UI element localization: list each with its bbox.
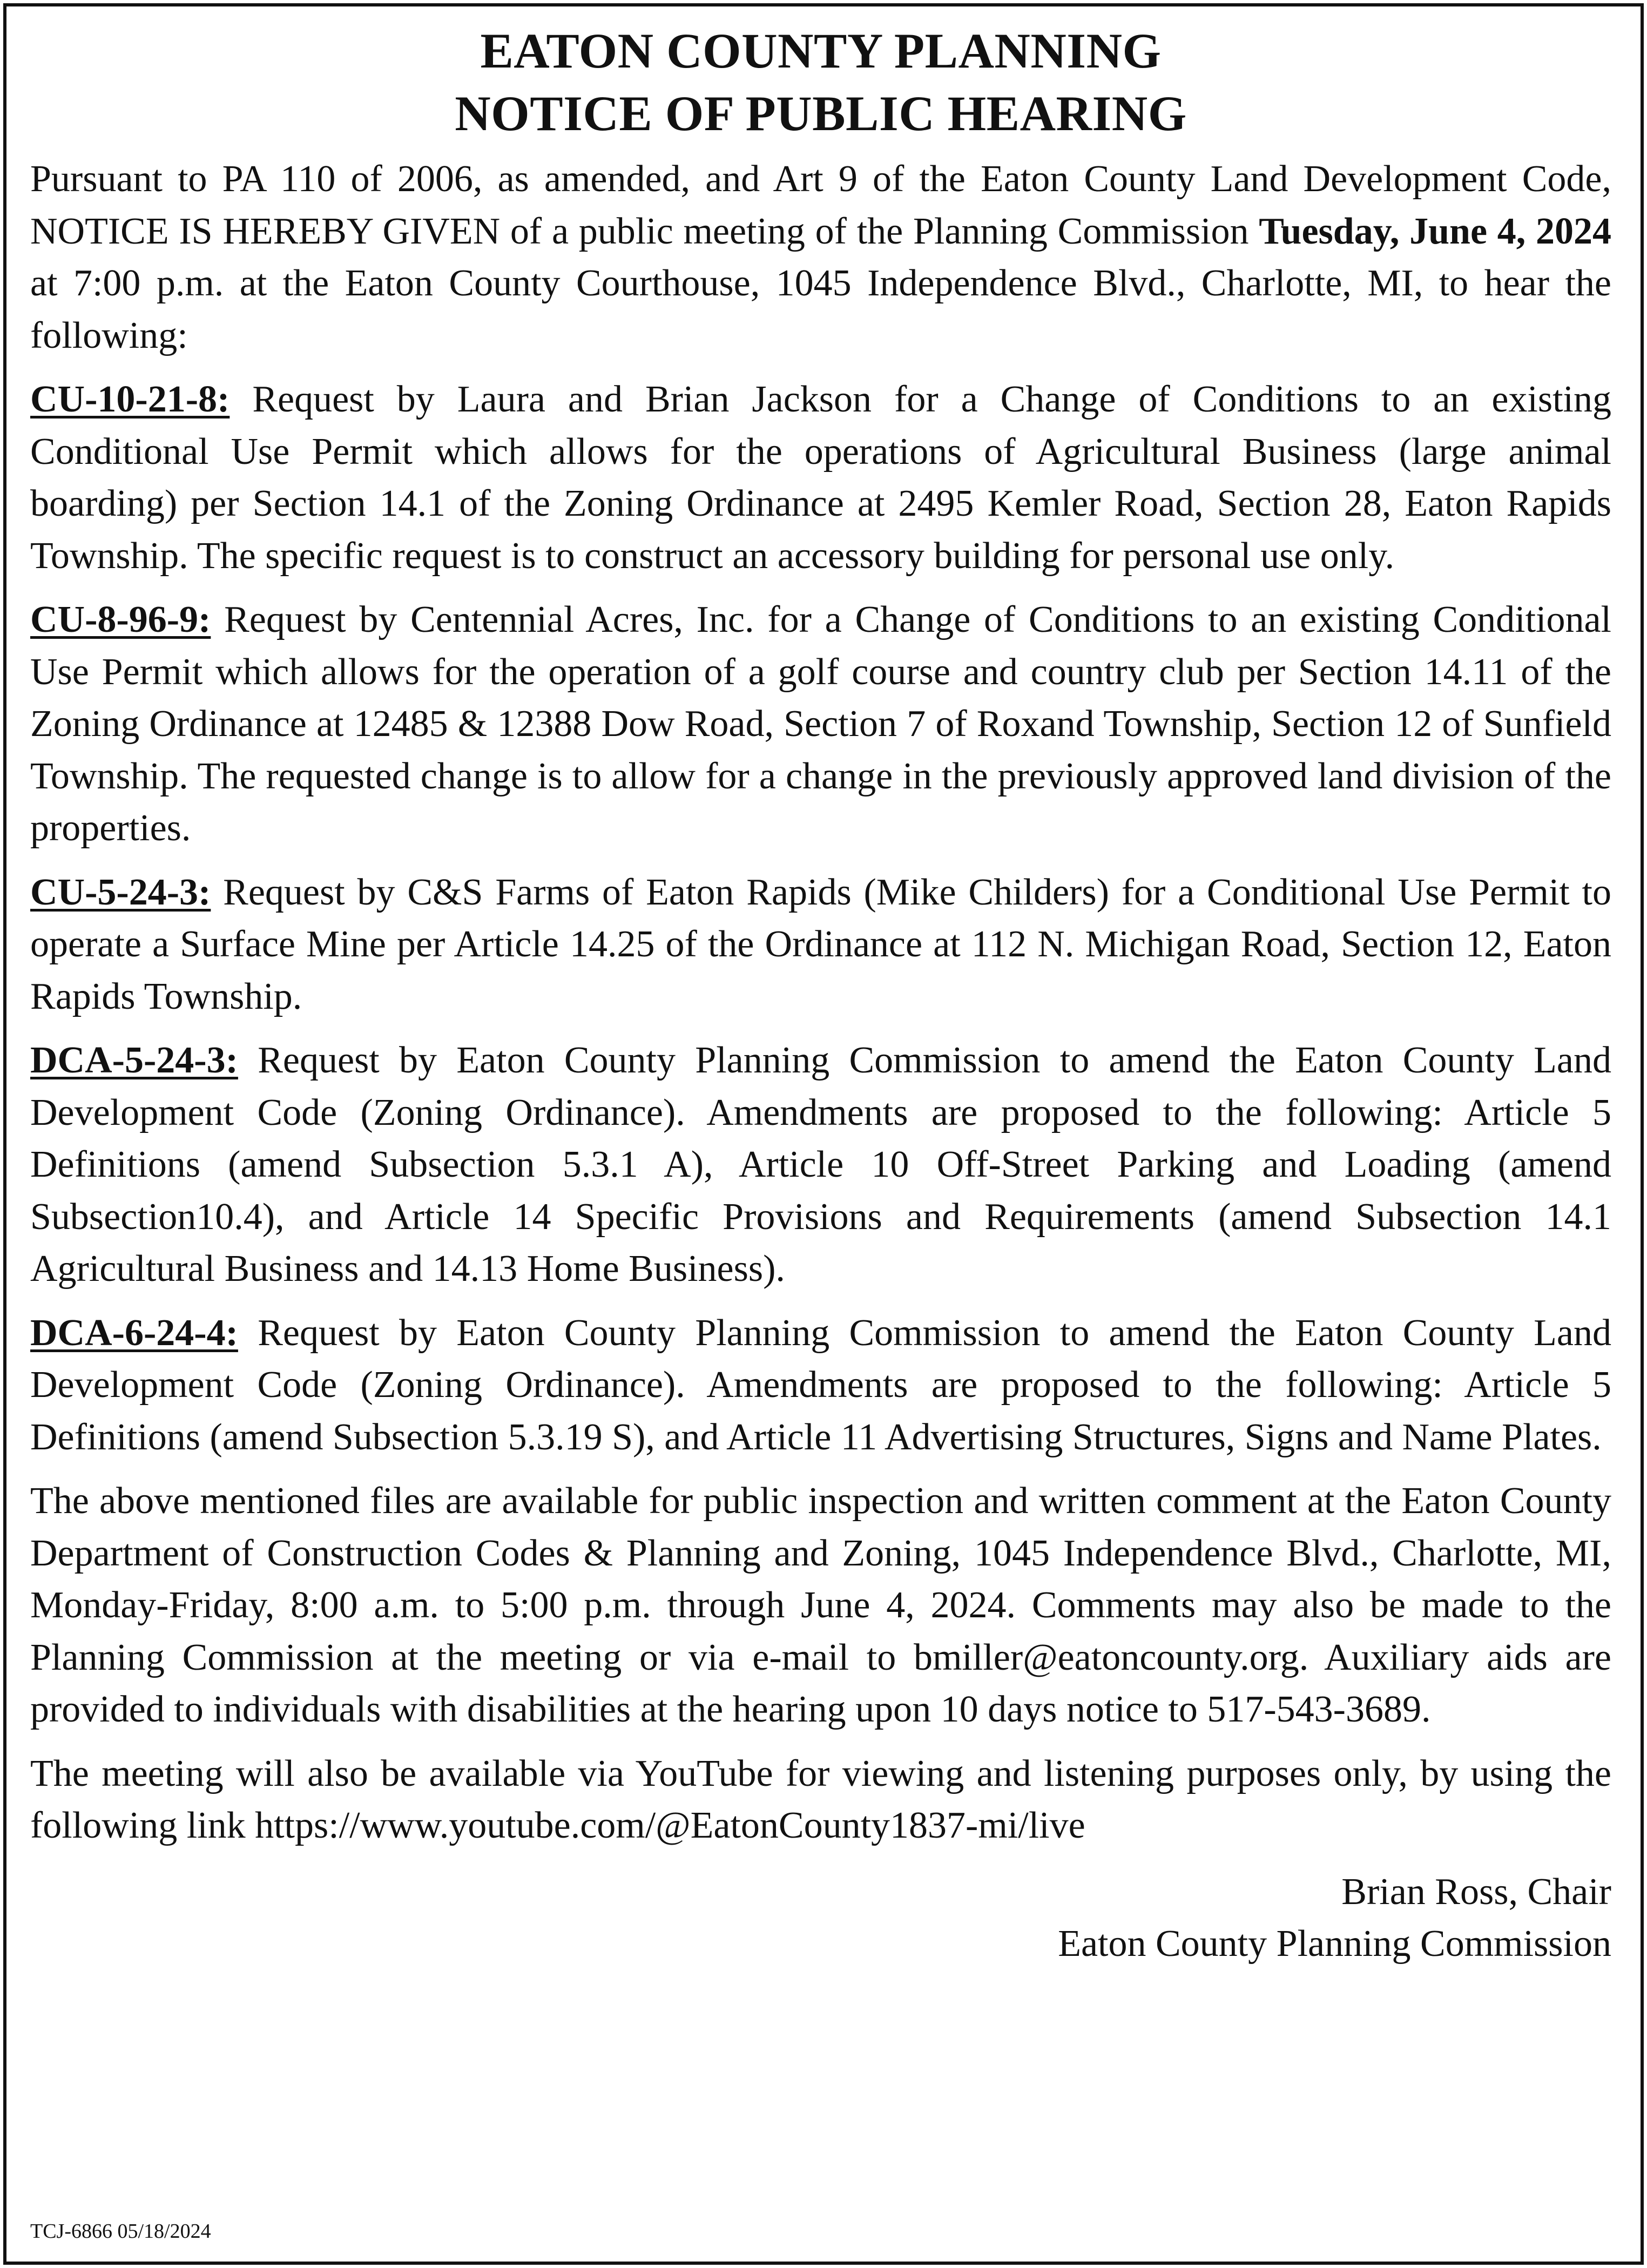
intro-text-before-date: Pursuant to PA 110 of 2006, as amended, and Art 9 of the Eaton County Land Development Code, NOTICE IS HEREBY GIVEN of a public meeting of the Planning Commission [30,158,1611,252]
notice-body [30,19,1611,2251]
hearing-date: Tuesday, June 4, 2024 [1259,210,1611,252]
intro-text-after-date: at 7:00 p.m. at the Eaton County Courthouse, 1045 Independence Blvd., Charlotte, MI, to hear the following: [30,262,1611,356]
signatory-name: Brian Ross, Chair [1341,1871,1611,1913]
case-id: CU-10-21-8: [30,379,230,420]
case-paragraph [30,1035,1611,1295]
signatory-organization: Eaton County Planning Commission [1058,1922,1611,1965]
case-paragraph [30,1307,1611,1464]
intro-paragraph [30,153,1611,362]
case-description: Request by Eaton County Planning Commission to amend the Eaton County Land Development Code (Zoning Ordinance). Amendments are proposed to the following: Article 5 Definitions (amend Subsection 5.3.19 S), and Article 11 Advertising Structures, Signs and Name Plates. [30,1312,1611,1458]
case-description: Request by C&S Farms of Eaton Rapids (Mike Childers) for a Conditional Use Permit to operate a Surface Mine per Article 14.25 of the Ordinance at 112 N. Michigan Road, Section 12, Eaton Rapids Township. [30,871,1611,1017]
publication-reference: TCJ-6866 05/18/2024 [30,2220,211,2243]
notice-title-line2: NOTICE OF PUBLIC HEARING [455,86,1187,141]
case-paragraph [30,867,1611,1023]
inspection-paragraph: The above mentioned files are available for public inspection and written comment at the Eaton County Department of Construction Codes & Planning and Zoning, 1045 Independence Blvd., Charlotte, MI, Monday-Friday, 8:00 a.m. to 5:00 p.m. through June 4, 2024. Comments may also be made to the Planning Commission at the meeting or via e-mail to bmiller@eatoncounty.org. Auxiliary aids are provided to individuals with disabilities at the hearing upon 10 days notice to 517-543-3689. [30,1480,1611,1730]
case-id: DCA-5-24-3: [30,1040,238,1081]
case-paragraph [30,594,1611,855]
notice-border [3,3,1644,2265]
youtube-paragraph: The meeting will also be available via YouTube for viewing and listening purposes only, by using the following link https://www.youtube.com/@EatonCounty1837-mi/live [30,1752,1611,1846]
case-id: CU-8-96-9: [30,599,211,640]
case-paragraph [30,374,1611,582]
case-description: Request by Laura and Brian Jackson for a Change of Conditions to an existing Conditional Use Permit which allows for the operations of Agricultural Business (large animal boarding) per Section 14.1 of the Zoning Ordinance at 2495 Kemler Road, Section 28, Eaton Rapids Township. The specific request is to construct an accessory building for personal use only. [30,379,1611,577]
case-description: Request by Centennial Acres, Inc. for a Change of Conditions to an existing Conditional Use Permit which allows for the operation of a golf course and country club per Section 14.11 of the Zoning Ordinance at 12485 & 12388 Dow Road, Section 7 of Roxand Township, Section 12 of Sunfield Township. The requested change is to allow for a change in the previously approved land division of the properties. [30,599,1611,849]
case-id: CU-5-24-3: [30,871,211,913]
case-id: DCA-6-24-4: [30,1312,238,1354]
notice-title-line1: EATON COUNTY PLANNING [480,23,1162,78]
signature-block [30,1866,1611,1970]
case-description: Request by Eaton County Planning Commission to amend the Eaton County Land Development Code (Zoning Ordinance). Amendments are proposed to the following: Article 5 Definitions (amend Subsection 5.3.1 A), Article 10 Off-Street Parking and Loading (amend Subsection10.4), and Article 14 Specific Provisions and Requirements (amend Subsection 14.1 Agricultural Business and 14.13 Home Business). [30,1040,1611,1290]
